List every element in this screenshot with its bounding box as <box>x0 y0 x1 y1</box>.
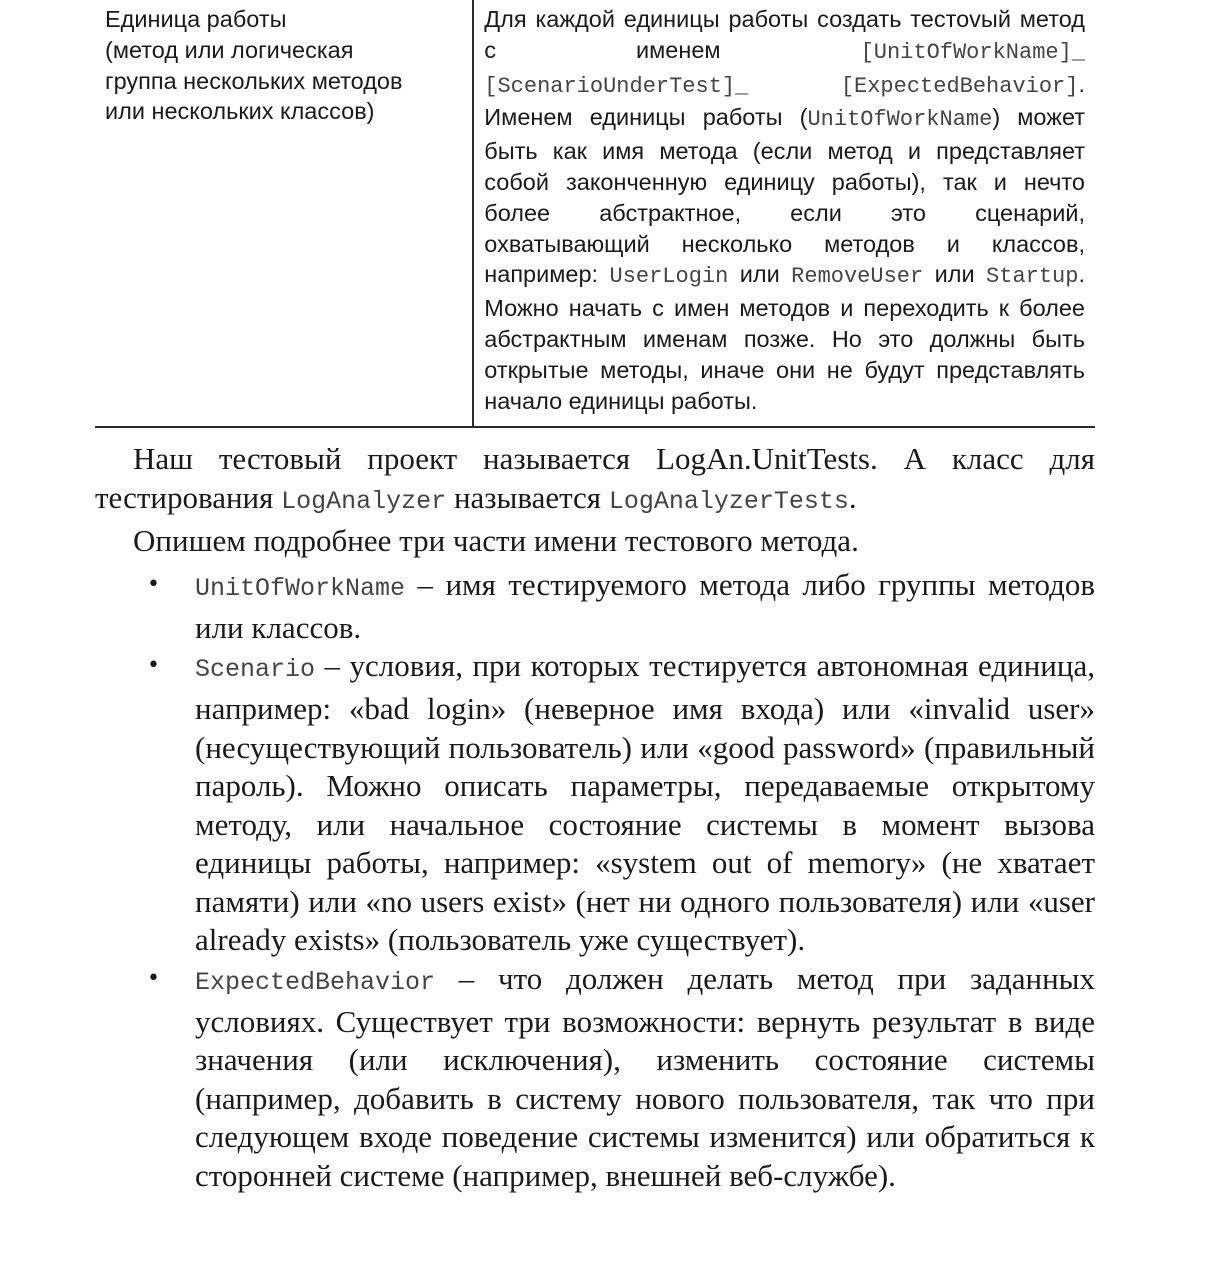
code-expectedbehavior: ExpectedBehavior <box>195 968 436 998</box>
table-left-line: или нескольких классов) <box>105 98 375 125</box>
table-left-line: (метод или логическая <box>105 36 354 63</box>
code-scenario: Scenario <box>195 655 316 685</box>
body-text <box>95 440 1095 1195</box>
table-text: или <box>728 261 792 288</box>
paragraph-text: . <box>848 479 857 515</box>
paragraph-text: Наш тестовый проект называется LogAn.UnitTests. А класс для тестирования <box>95 441 1095 515</box>
table-cell-right <box>474 0 1095 426</box>
bullet-marker: • <box>147 653 160 679</box>
table-text: . Можно начать с имен методов и переходить к более абстрактным именам позже. Но это должны быть открытые методы, иначе они не будут представлять начало единицы работы. <box>484 261 1085 414</box>
book-page <box>95 0 1095 1196</box>
bullet-text: – что должен делать метод при заданных условиях. Существует три возможности: вернуть результат в виде значения (или исключения), изменить состояние системы (например, добавить в систему нового пользователя, так что при следующем входе поведение системы изменится) или обратиться к сторонней системе (например, внешней веб-службе). <box>195 961 1095 1194</box>
bullet-marker: • <box>147 966 160 992</box>
bullet-marker: • <box>147 572 160 598</box>
naming-table-row <box>95 0 1095 428</box>
code-userlogin: UserLogin <box>609 264 729 290</box>
table-text: ) может быть как имя метода (если метод и представляет собой законченную единицу работы), так и нечто более абстрактное, если это сценарий, охватывающий несколько методов и классов, например: <box>484 104 1086 288</box>
paragraph-project <box>95 440 1095 521</box>
code-startup: Startup <box>986 264 1079 290</box>
bullet-text: – условия, при которых тестируется автономная единица, например: «bad login» (неверное имя входа) или «invalid user» (несуществующий пользователь) или «good password» (правильный пароль). Можно описать параметры, передаваемые открытому методу, или начальное состояние системы в момент вызова единицы работы, например: «system out of memory» (не хватает памяти) или «no users exist» (нет ни одного пользователя) или «user already exists» (пользователь уже существует). <box>195 648 1095 958</box>
table-left-line: Единица работы <box>105 6 287 32</box>
table-left-line: группа нескольких методов <box>105 67 403 94</box>
code-unitofworkname: UnitOfWorkName <box>807 107 993 133</box>
code-loganalyzer: LogAnalyzer <box>281 486 447 516</box>
table-cell-left <box>95 0 474 426</box>
code-loganalyzertests: LogAnalyzerTests <box>608 486 849 516</box>
code-removeuser: RemoveUser <box>791 264 924 290</box>
table-text: Для каждой единицы работы создать тестоvый метод с именем <box>484 6 1085 63</box>
paragraph-intro: Опишем подробнее три части имени тестового метода. <box>133 522 859 558</box>
paragraph-text: называется <box>446 479 609 515</box>
code-name-template: [UnitOfWorkName]_ [ScenarioUnderTest]_ [ExpectedBehavior] <box>484 39 1085 99</box>
code-unitofworkname: UnitOfWorkName <box>195 574 406 604</box>
list-item <box>95 960 1095 1196</box>
list-item <box>95 647 1095 960</box>
table-text: или <box>923 261 987 288</box>
bullet-list <box>95 566 1095 1196</box>
table-text: . Именем единицы работы ( <box>484 70 1085 131</box>
list-item <box>95 566 1095 647</box>
bullet-text: – имя тестируемого метода либо группы методов или классов. <box>195 567 1095 645</box>
